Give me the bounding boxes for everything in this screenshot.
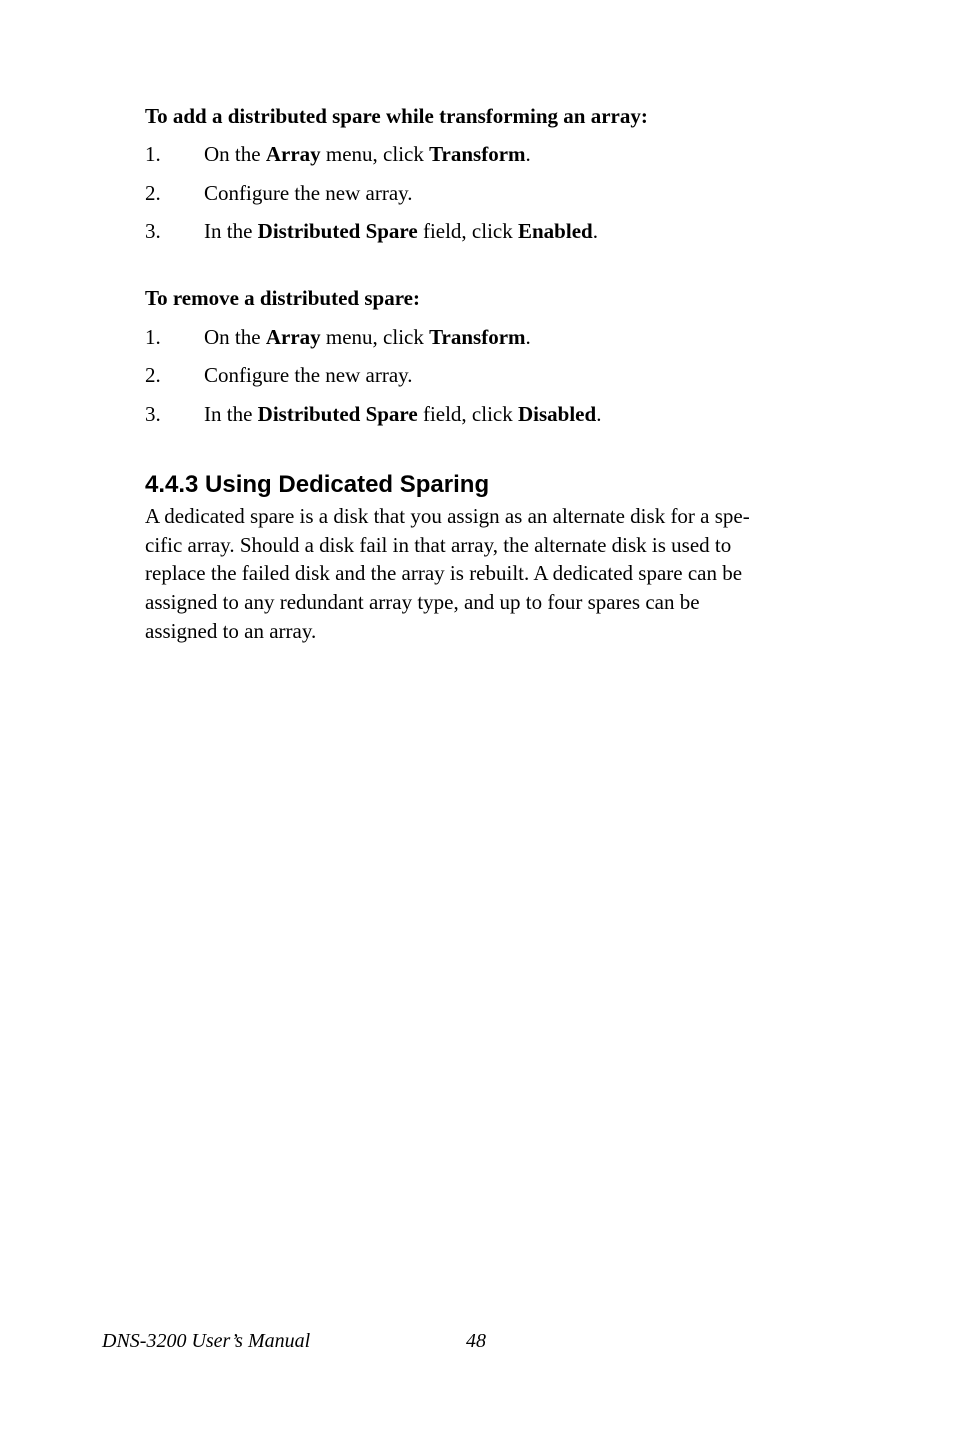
body-line: A dedicated spare is a disk that you assign as an alternate disk for a spe- (145, 504, 750, 528)
step-text: Configure the new array. (204, 181, 413, 205)
step-number: 2. (145, 181, 161, 205)
section-heading: 4.4.3 Using Dedicated Sparing (145, 471, 490, 498)
step-text: Configure the new array. (204, 363, 413, 387)
footer-manual-title: DNS-3200 User’s Manual (102, 1330, 311, 1352)
add-spare-heading: To add a distributed spare while transforming an array: (145, 104, 648, 128)
body-line: assigned to an array. (145, 619, 317, 643)
step-text: On the Array menu, click Transform. (204, 142, 531, 166)
step-text: In the Distributed Spare field, click Disabled. (204, 402, 602, 426)
step-number: 1. (145, 325, 161, 349)
step-number: 3. (145, 402, 161, 426)
step-text: On the Array menu, click Transform. (204, 325, 531, 349)
step-number: 2. (145, 363, 161, 387)
body-line: replace the failed disk and the array is rebuilt. A dedicated spare can be (145, 561, 743, 585)
remove-spare-heading: To remove a distributed spare: (145, 286, 420, 310)
body-line: assigned to any redundant array type, and up to four spares can be (145, 590, 700, 614)
footer-page-number: 48 (466, 1330, 486, 1352)
step-number: 1. (145, 142, 161, 166)
body-line: cific array. Should a disk fail in that array, the alternate disk is used to (145, 533, 732, 557)
step-text: In the Distributed Spare field, click Enabled. (204, 219, 598, 243)
step-number: 3. (145, 219, 161, 243)
